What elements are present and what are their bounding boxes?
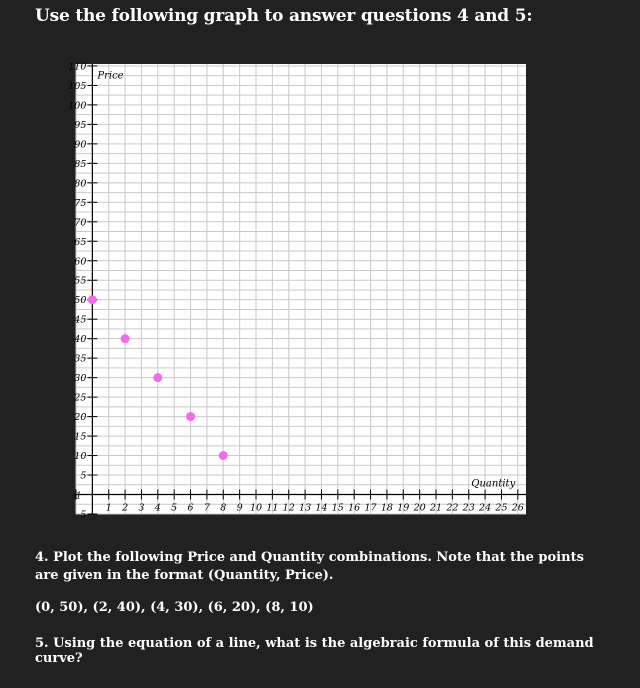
y-tick-label: 110 — [68, 61, 87, 73]
y-tick-label: 80 — [74, 178, 87, 190]
data-point — [121, 334, 130, 343]
y-tick-label: 105 — [68, 80, 87, 92]
tick-labels — [68, 61, 524, 520]
x-tick-label: 15 — [331, 502, 344, 514]
x-tick-label: 10 — [249, 502, 263, 514]
x-tick-label: 5 — [171, 502, 178, 514]
x-tick-label: 7 — [203, 502, 210, 514]
x-tick-label: 13 — [299, 502, 312, 514]
y-tick-label: 30 — [74, 373, 87, 385]
y-axis-label: Price — [97, 70, 124, 82]
x-tick-label: 23 — [462, 502, 475, 514]
y-tick-label: 5 — [80, 470, 87, 482]
x-tick-label: 8 — [220, 502, 227, 514]
y-tick-label: 90 — [74, 139, 87, 151]
price-quantity-chart — [68, 61, 526, 521]
x-tick-label: 14 — [315, 502, 328, 514]
x-tick-label: 20 — [413, 502, 426, 514]
y-tick-label: 25 — [74, 392, 87, 404]
axes — [76, 64, 526, 514]
x-tick-label: 9 — [236, 502, 243, 514]
y-tick-label: 35 — [74, 353, 87, 365]
x-tick-label: 21 — [429, 502, 443, 514]
x-tick-label: 19 — [397, 502, 410, 514]
y-tick-label: 20 — [74, 412, 87, 424]
data-point — [153, 373, 162, 382]
x-tick-label: 16 — [348, 502, 361, 514]
y-tick-label: 70 — [74, 217, 87, 229]
x-tick-label: 25 — [495, 502, 508, 514]
x-tick-label: 4 — [154, 502, 161, 514]
x-tick-label: 11 — [266, 502, 279, 514]
y-tick-label: 50 — [74, 295, 87, 307]
y-tick-label: 100 — [68, 100, 87, 112]
y-tick-label: 45 — [74, 314, 87, 326]
x-tick-label: 3 — [138, 502, 145, 514]
data-point — [219, 451, 228, 460]
y-tick-label: 10 — [74, 451, 87, 463]
data-point — [88, 295, 97, 304]
page-heading: Use the following graph to answer questions 4 and 5: — [35, 6, 533, 26]
point-list-text: (0, 50), (2, 40), (4, 30), (6, 20), (8, 10) — [35, 600, 314, 615]
question-4-text: 4. Plot the following Price and Quantity combinations. Note that the points are given in the format (Quantity, Price). — [35, 550, 584, 583]
x-tick-label: 18 — [380, 502, 393, 514]
x-tick-label: 24 — [479, 502, 492, 514]
y-tick-label: 95 — [74, 119, 87, 131]
y-tick-label: 75 — [74, 197, 87, 209]
grid-lines — [76, 64, 526, 514]
y-tick-label-negative: -5 — [77, 509, 87, 521]
question-5-text: 5. Using the equation of a line, what is the algebraic formula of this demand curve? — [35, 636, 594, 666]
x-tick-label: 2 — [122, 502, 129, 514]
y-tick-label: 55 — [74, 275, 87, 287]
x-tick-label: 26 — [511, 502, 524, 514]
x-tick-label-negative: -1 — [72, 490, 82, 502]
y-tick-label: 65 — [74, 236, 87, 248]
x-tick-label: 1 — [105, 502, 112, 514]
x-tick-label: 12 — [282, 502, 295, 514]
x-axis-label: Quantity — [471, 478, 516, 490]
x-tick-label: 17 — [364, 502, 377, 514]
data-point — [186, 412, 195, 421]
x-tick-label: 22 — [446, 502, 459, 514]
y-tick-label: 15 — [74, 431, 87, 443]
y-tick-label: 40 — [74, 334, 87, 346]
y-tick-label: 60 — [74, 256, 87, 268]
y-tick-label: 85 — [74, 158, 87, 170]
x-tick-label: 6 — [187, 502, 194, 514]
graph-area — [68, 61, 526, 521]
